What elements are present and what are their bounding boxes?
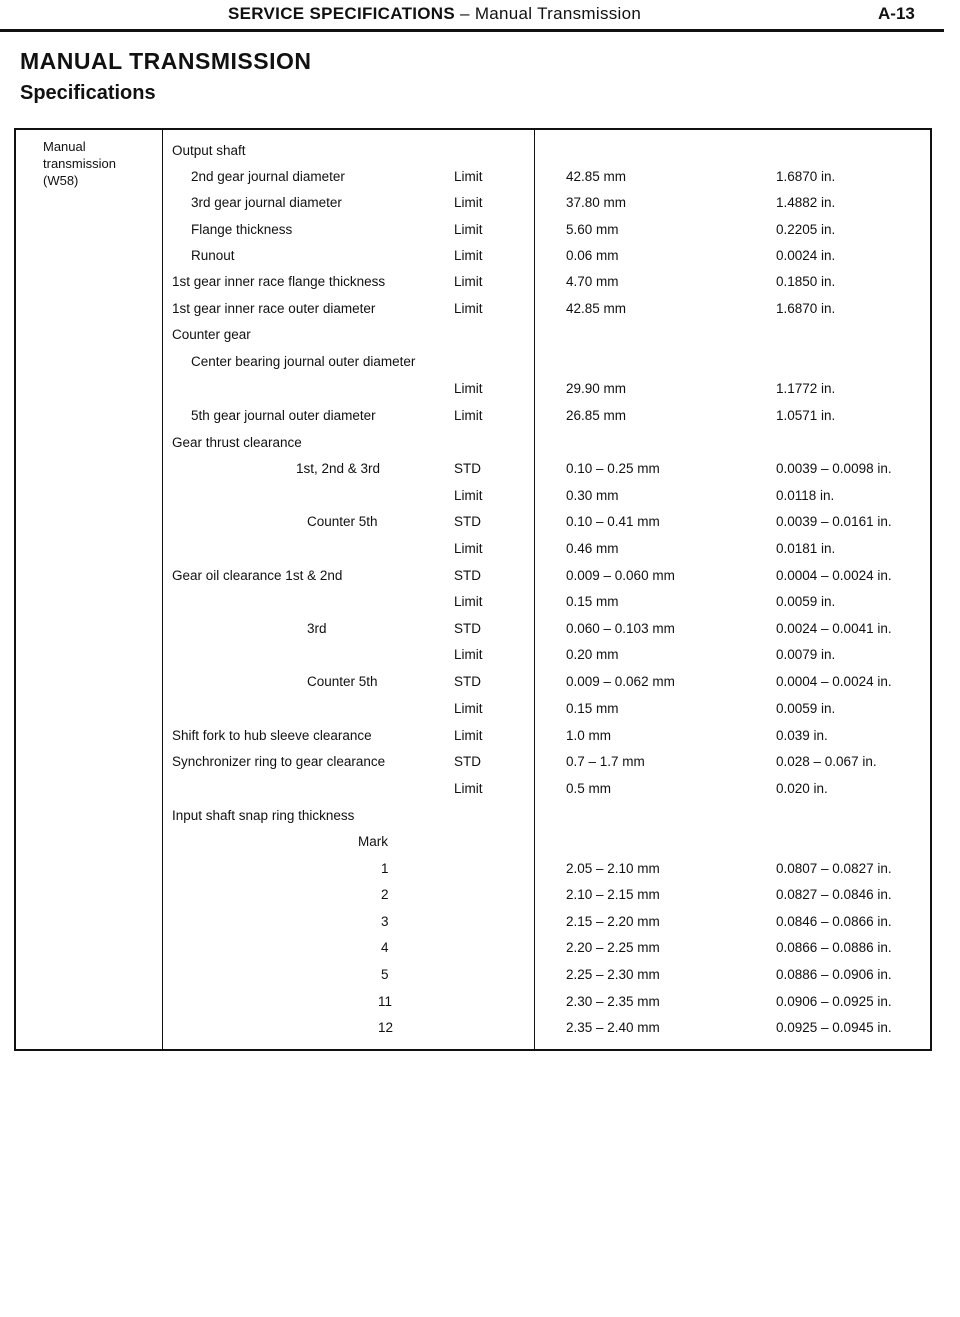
spec-type: STD: [454, 568, 481, 583]
spec-value-mm: 42.85 mm: [566, 301, 627, 316]
component-label-line: Manual: [43, 139, 86, 154]
spec-value-mm: 5.60 mm: [566, 222, 619, 237]
spec-row: [16, 832, 930, 852]
spec-value-mm: 29.90 mm: [566, 381, 627, 396]
spec-type: Limit: [454, 169, 483, 184]
spec-label: Synchronizer ring to gear clearance: [172, 754, 386, 769]
spec-value-mm: 0.15 mm: [566, 701, 619, 716]
spec-value-mm: 0.060 – 0.103 mm: [566, 621, 675, 636]
spec-row: [16, 193, 930, 213]
spec-value-in: 1.0571 in.: [776, 408, 836, 423]
spec-type: STD: [454, 621, 481, 636]
spec-label: Counter 5th: [307, 674, 378, 689]
spec-row: [16, 406, 930, 426]
section-subtitle: Specifications: [20, 82, 156, 104]
spec-label: Flange thickness: [191, 222, 293, 237]
spec-value-mm: 2.20 – 2.25 mm: [566, 940, 660, 955]
spec-label: 5th gear journal outer diameter: [191, 408, 376, 423]
spec-value-in: 0.020 in.: [776, 781, 828, 796]
spec-row: [16, 299, 930, 319]
spec-row: [16, 938, 930, 958]
spec-type: Limit: [454, 701, 483, 716]
spec-value-in: 0.0039 – 0.0098 in.: [776, 461, 892, 476]
component-label-line: transmission: [43, 156, 116, 171]
spec-type: Limit: [454, 488, 483, 503]
spec-value-in: 0.0024 – 0.0041 in.: [776, 621, 892, 636]
page-header: [0, 0, 960, 30]
spec-value-mm: 2.05 – 2.10 mm: [566, 861, 660, 876]
spec-value-in: 0.028 – 0.067 in.: [776, 754, 877, 769]
spec-row: [16, 699, 930, 719]
spec-type: Limit: [454, 248, 483, 263]
spec-label: Runout: [191, 248, 235, 263]
spec-value-mm: 37.80 mm: [566, 195, 627, 210]
spec-type: Limit: [454, 728, 483, 743]
spec-value-mm: 26.85 mm: [566, 408, 627, 423]
spec-row: [16, 779, 930, 799]
spec-row: [16, 912, 930, 932]
spec-value-in: 0.0039 – 0.0161 in.: [776, 514, 892, 529]
spec-row: [16, 726, 930, 746]
component-label-line: (W58): [43, 173, 79, 188]
spec-type: Limit: [454, 195, 483, 210]
spec-row: [16, 246, 930, 266]
spec-value-in: 0.0059 in.: [776, 701, 836, 716]
spec-value-in: 0.0925 – 0.0945 in.: [776, 1020, 892, 1035]
spec-label: 4: [381, 940, 389, 955]
spec-value-in: 0.0079 in.: [776, 647, 836, 662]
spec-value-mm: 0.10 – 0.41 mm: [566, 514, 660, 529]
spec-value-in: 1.6870 in.: [776, 169, 836, 184]
spec-value-mm: 0.7 – 1.7 mm: [566, 754, 645, 769]
spec-type: Limit: [454, 594, 483, 609]
spec-value-in: 0.0807 – 0.0827 in.: [776, 861, 892, 876]
spec-type: Limit: [454, 541, 483, 556]
spec-value-mm: 2.25 – 2.30 mm: [566, 967, 660, 982]
spec-value-in: 0.0059 in.: [776, 594, 836, 609]
spec-row: [16, 806, 930, 826]
spec-row: [16, 1018, 930, 1038]
header-title-bold: SERVICE SPECIFICATIONS: [228, 4, 456, 23]
spec-value-in: 1.6870 in.: [776, 301, 836, 316]
spec-label: Shift fork to hub sleeve clearance: [172, 728, 372, 743]
spec-value-mm: 2.30 – 2.35 mm: [566, 994, 660, 1009]
spec-row: [16, 592, 930, 612]
spec-row: [16, 859, 930, 879]
section-title: MANUAL TRANSMISSION: [20, 48, 312, 74]
spec-type: STD: [454, 514, 481, 529]
spec-type: Limit: [454, 222, 483, 237]
spec-type: STD: [454, 754, 481, 769]
spec-value-in: 1.1772 in.: [776, 381, 836, 396]
spec-row: [16, 141, 930, 161]
spec-value-in: 0.2205 in.: [776, 222, 836, 237]
spec-label: 3rd gear journal diameter: [191, 195, 342, 210]
spec-type: Limit: [454, 647, 483, 662]
spec-value-mm: 2.15 – 2.20 mm: [566, 914, 660, 929]
spec-value-in: 0.1850 in.: [776, 274, 836, 289]
spec-value-mm: 2.10 – 2.15 mm: [566, 887, 660, 902]
header-rule: [0, 29, 944, 32]
spec-value-in: 0.0118 in.: [776, 488, 835, 503]
spec-label: Input shaft snap ring thickness: [172, 808, 355, 823]
spec-row: [16, 566, 930, 586]
spec-label: 5: [381, 967, 389, 982]
spec-label: Counter gear: [172, 327, 251, 342]
spec-label: 2: [381, 887, 389, 902]
spec-value-in: 1.4882 in.: [776, 195, 836, 210]
spec-value-mm: 4.70 mm: [566, 274, 619, 289]
spec-value-mm: 0.46 mm: [566, 541, 619, 556]
spec-label: Gear thrust clearance: [172, 435, 302, 450]
spec-type: Limit: [454, 381, 483, 396]
spec-label: 3: [381, 914, 389, 929]
spec-label: 1st gear inner race flange thickness: [172, 274, 386, 289]
spec-row: [16, 486, 930, 506]
spec-value-mm: 0.10 – 0.25 mm: [566, 461, 660, 476]
spec-row: [16, 220, 930, 240]
spec-value-mm: 0.5 mm: [566, 781, 612, 796]
spec-value-mm: 2.35 – 2.40 mm: [566, 1020, 660, 1035]
spec-row: [16, 459, 930, 479]
spec-value-in: 0.0906 – 0.0925 in.: [776, 994, 892, 1009]
spec-type: STD: [454, 461, 481, 476]
spec-row: [16, 167, 930, 187]
spec-row: [16, 539, 930, 559]
spec-value-in: 0.0181 in.: [776, 541, 836, 556]
spec-value-in: 0.0866 – 0.0886 in.: [776, 940, 892, 955]
spec-label: 1st, 2nd & 3rd: [296, 461, 381, 476]
spec-row: [16, 992, 930, 1012]
spec-row: [16, 965, 930, 985]
spec-row: [16, 645, 930, 665]
spec-value-mm: 0.009 – 0.060 mm: [566, 568, 675, 583]
header-title: [228, 4, 641, 24]
spec-label: 1: [381, 861, 389, 876]
spec-row: [16, 885, 930, 905]
spec-value-mm: 1.0 mm: [566, 728, 612, 743]
spec-label: 2nd gear journal diameter: [191, 169, 345, 184]
spec-label: Counter 5th: [307, 514, 378, 529]
spec-value-in: 0.039 in.: [776, 728, 828, 743]
spec-type: Limit: [454, 408, 483, 423]
spec-table: [14, 128, 932, 1051]
spec-label: Output shaft: [172, 143, 246, 158]
spec-rows: [16, 130, 930, 1049]
spec-type: Limit: [454, 301, 483, 316]
spec-value-in: 0.0024 in.: [776, 248, 836, 263]
spec-label: 3rd: [307, 621, 327, 636]
spec-value-in: 0.0004 – 0.0024 in.: [776, 568, 892, 583]
spec-label: Center bearing journal outer diameter: [191, 354, 416, 369]
spec-label: 12: [378, 1020, 394, 1035]
spec-label: 1st gear inner race outer diameter: [172, 301, 376, 316]
page-number: A-13: [878, 4, 915, 23]
spec-value-mm: 0.009 – 0.062 mm: [566, 674, 675, 689]
spec-type: STD: [454, 674, 481, 689]
spec-row: [16, 379, 930, 399]
spec-type: Limit: [454, 781, 483, 796]
spec-row: [16, 272, 930, 292]
spec-row: [16, 752, 930, 772]
spec-row: [16, 325, 930, 345]
spec-value-mm: 0.06 mm: [566, 248, 619, 263]
spec-row: [16, 672, 930, 692]
header-title-sub: – Manual Transmission: [455, 4, 642, 23]
spec-value-mm: 0.15 mm: [566, 594, 619, 609]
spec-row: [16, 512, 930, 532]
spec-type: Limit: [454, 274, 483, 289]
spec-value-in: 0.0827 – 0.0846 in.: [776, 887, 892, 902]
spec-row: [16, 433, 930, 453]
spec-value-in: 0.0886 – 0.0906 in.: [776, 967, 892, 982]
spec-label: Gear oil clearance 1st & 2nd: [172, 568, 343, 583]
spec-row: [16, 619, 930, 639]
spec-label: 11: [378, 994, 393, 1009]
spec-value-mm: 0.30 mm: [566, 488, 619, 503]
spec-value-in: 0.0846 – 0.0866 in.: [776, 914, 892, 929]
spec-value-mm: 0.20 mm: [566, 647, 619, 662]
spec-row: [16, 352, 930, 372]
spec-value-in: 0.0004 – 0.0024 in.: [776, 674, 892, 689]
spec-label: Mark: [358, 834, 388, 849]
spec-value-mm: 42.85 mm: [566, 169, 627, 184]
